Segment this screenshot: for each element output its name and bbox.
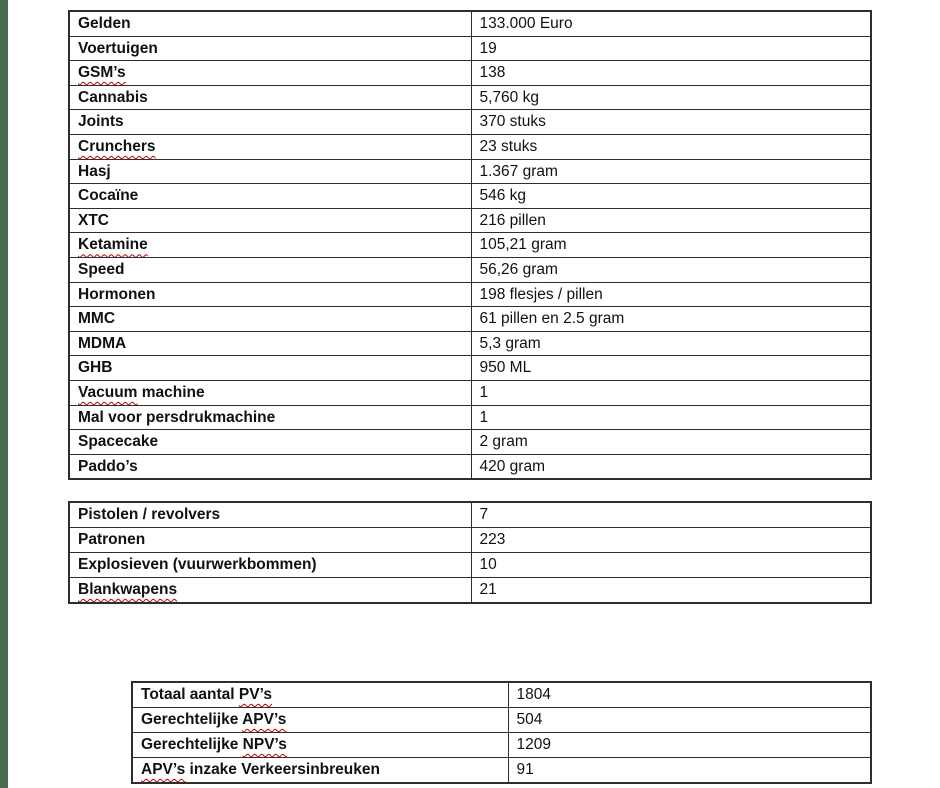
table-row — [132, 682, 871, 707]
row-value: 1 — [471, 405, 871, 430]
table-row — [69, 233, 871, 258]
table-row — [132, 707, 871, 732]
misspelled-word: GSM’s — [78, 64, 126, 82]
table-row — [69, 454, 871, 479]
row-label: Speed — [69, 257, 471, 282]
row-value: 420 gram — [471, 454, 871, 479]
table-row — [69, 257, 871, 282]
table-row — [69, 36, 871, 61]
row-label: Cannabis — [69, 85, 471, 110]
table-row — [132, 757, 871, 782]
row-label: Hasj — [69, 159, 471, 184]
table-row — [69, 331, 871, 356]
table-row — [69, 208, 871, 233]
row-label: Patronen — [69, 527, 471, 552]
table-row — [69, 356, 871, 381]
row-label: Gelden — [69, 11, 471, 36]
row-value: 5,760 kg — [471, 85, 871, 110]
row-value: 1804 — [508, 682, 871, 707]
table-row — [69, 85, 871, 110]
table-row — [69, 307, 871, 332]
row-label: Cocaïne — [69, 184, 471, 209]
row-value: 216 pillen — [471, 208, 871, 233]
row-value: 370 stuks — [471, 110, 871, 135]
row-label: Mal voor persdrukmachine — [69, 405, 471, 430]
misspelled-word: APV’s — [242, 711, 287, 729]
row-label: Pistolen / revolvers — [69, 502, 471, 527]
misspelled-word: Blankwapens — [78, 580, 178, 598]
row-label: XTC — [69, 208, 471, 233]
row-label: Hormonen — [69, 282, 471, 307]
row-value: 23 stuks — [471, 134, 871, 159]
table-row — [69, 11, 871, 36]
table-row — [69, 134, 871, 159]
row-value: 138 — [471, 61, 871, 86]
row-value: 1209 — [508, 732, 871, 757]
row-value: 61 pillen en 2.5 gram — [471, 307, 871, 332]
row-value: 7 — [471, 502, 871, 527]
misspelled-word: PV’s — [238, 686, 272, 704]
row-label: Voertuigen — [69, 36, 471, 61]
table-row — [69, 527, 871, 552]
table-row — [69, 110, 871, 135]
table-row — [69, 184, 871, 209]
row-value: 2 gram — [471, 430, 871, 455]
table-row — [69, 282, 871, 307]
row-value: 105,21 gram — [471, 233, 871, 258]
row-label: MDMA — [69, 331, 471, 356]
row-value: 1.367 gram — [471, 159, 871, 184]
misspelled-word: NPV’s — [242, 735, 287, 753]
row-label: Vacuum machine — [69, 380, 471, 405]
row-value: 546 kg — [471, 184, 871, 209]
row-label — [69, 233, 471, 258]
row-value: 21 — [471, 577, 871, 602]
row-value: 91 — [508, 757, 871, 782]
table-row — [69, 552, 871, 577]
table-row — [69, 430, 871, 455]
row-value: 223 — [471, 527, 871, 552]
row-label: Gerechtelijke NPV’s — [132, 732, 508, 757]
row-label: GHB — [69, 356, 471, 381]
row-label — [69, 61, 471, 86]
row-label: MMC — [69, 307, 471, 332]
table-row — [132, 732, 871, 757]
row-label: Paddo’s — [69, 454, 471, 479]
row-value: 56,26 gram — [471, 257, 871, 282]
row-label: APV’s inzake Verkeersinbreuken — [132, 757, 508, 782]
row-value: 5,3 gram — [471, 331, 871, 356]
row-value: 1 — [471, 380, 871, 405]
row-label: Totaal aantal PV’s — [132, 682, 508, 707]
row-label: Gerechtelijke APV’s — [132, 707, 508, 732]
misspelled-word: APV’s — [141, 760, 186, 778]
page-edge-bar — [0, 0, 8, 788]
row-value: 19 — [471, 36, 871, 61]
table-row — [69, 159, 871, 184]
row-label: Joints — [69, 110, 471, 135]
row-value: 198 flesjes / pillen — [471, 282, 871, 307]
misspelled-word: Vacuum — [78, 383, 138, 401]
row-value: 950 ML — [471, 356, 871, 381]
row-value: 133.000 Euro — [471, 11, 871, 36]
row-value: 504 — [508, 707, 871, 732]
seizures-table — [68, 10, 872, 480]
table-row — [69, 502, 871, 527]
row-label — [69, 577, 471, 602]
table-row — [69, 61, 871, 86]
misspelled-word: Crunchers — [78, 138, 156, 156]
table-row — [69, 577, 871, 602]
weapons-table — [68, 501, 872, 604]
row-label: Spacecake — [69, 430, 471, 455]
table-row — [69, 380, 871, 405]
row-value: 10 — [471, 552, 871, 577]
misspelled-word: Ketamine — [78, 236, 148, 254]
pv-stats-table — [131, 681, 872, 784]
table-row — [69, 405, 871, 430]
row-label: Explosieven (vuurwerkbommen) — [69, 552, 471, 577]
row-label — [69, 134, 471, 159]
